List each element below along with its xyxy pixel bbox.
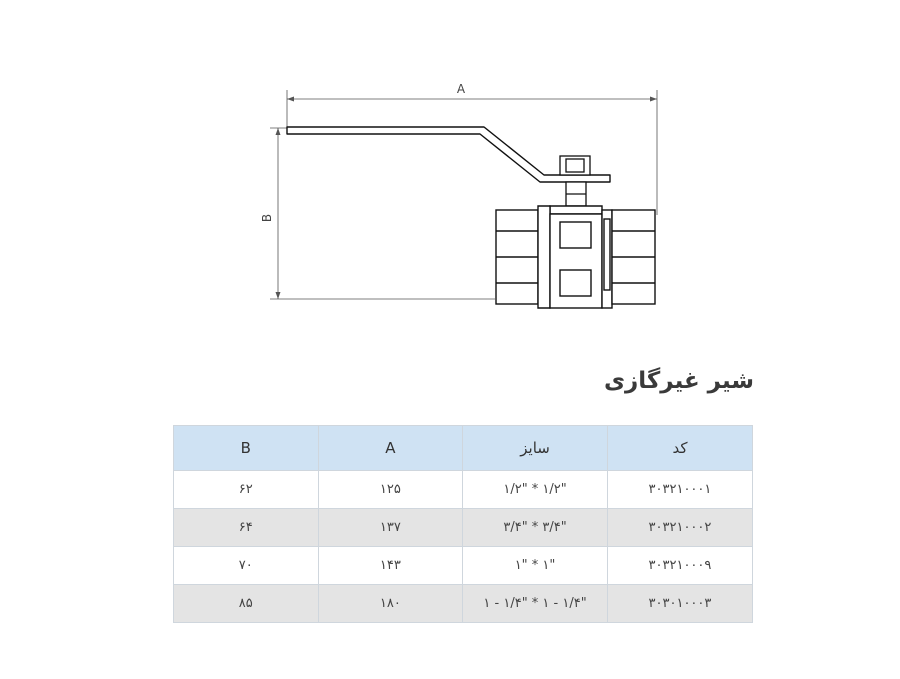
dimension-a-label: A [456, 82, 466, 96]
table-row [174, 471, 753, 509]
dimension-a [287, 90, 657, 215]
header-b: B [174, 426, 319, 471]
cell-b: ۶۲ [174, 471, 319, 509]
table-row [174, 585, 753, 623]
cell-b: ۷۰ [174, 547, 319, 585]
header-a: A [318, 426, 463, 471]
dimension-b [270, 128, 495, 299]
table-row [174, 509, 753, 547]
cell-code: ۳۰۳۲۱۰۰۰۲ [607, 509, 752, 547]
cell-a: ۱۴۳ [318, 547, 463, 585]
header-code: کد [607, 426, 752, 471]
product-title: شیر غیرگازی [603, 368, 754, 394]
cell-b: ۶۴ [174, 509, 319, 547]
cell-size: ۱" * ۱" [463, 547, 608, 585]
spec-table [173, 425, 753, 623]
cell-size: ۱/۲" * ۱/۲" [463, 471, 608, 509]
cell-size: ۱ - ۱/۴" * ۱ - ۱/۴" [463, 585, 608, 623]
cell-b: ۸۵ [174, 585, 319, 623]
cell-code: ۳۰۳۲۱۰۰۰۱ [607, 471, 752, 509]
valve-body [496, 206, 655, 308]
cell-size: ۳/۴" * ۳/۴" [463, 509, 608, 547]
header-size: سایز [463, 426, 608, 471]
table-header-row [174, 426, 753, 471]
cell-code: ۳۰۳۲۱۰۰۰۹ [607, 547, 752, 585]
cell-code: ۳۰۳۰۱۰۰۰۳ [607, 585, 752, 623]
table-row [174, 547, 753, 585]
cell-a: ۱۲۵ [318, 471, 463, 509]
cell-a: ۱۸۰ [318, 585, 463, 623]
dimension-b-label: B [260, 213, 274, 223]
cell-a: ۱۳۷ [318, 509, 463, 547]
